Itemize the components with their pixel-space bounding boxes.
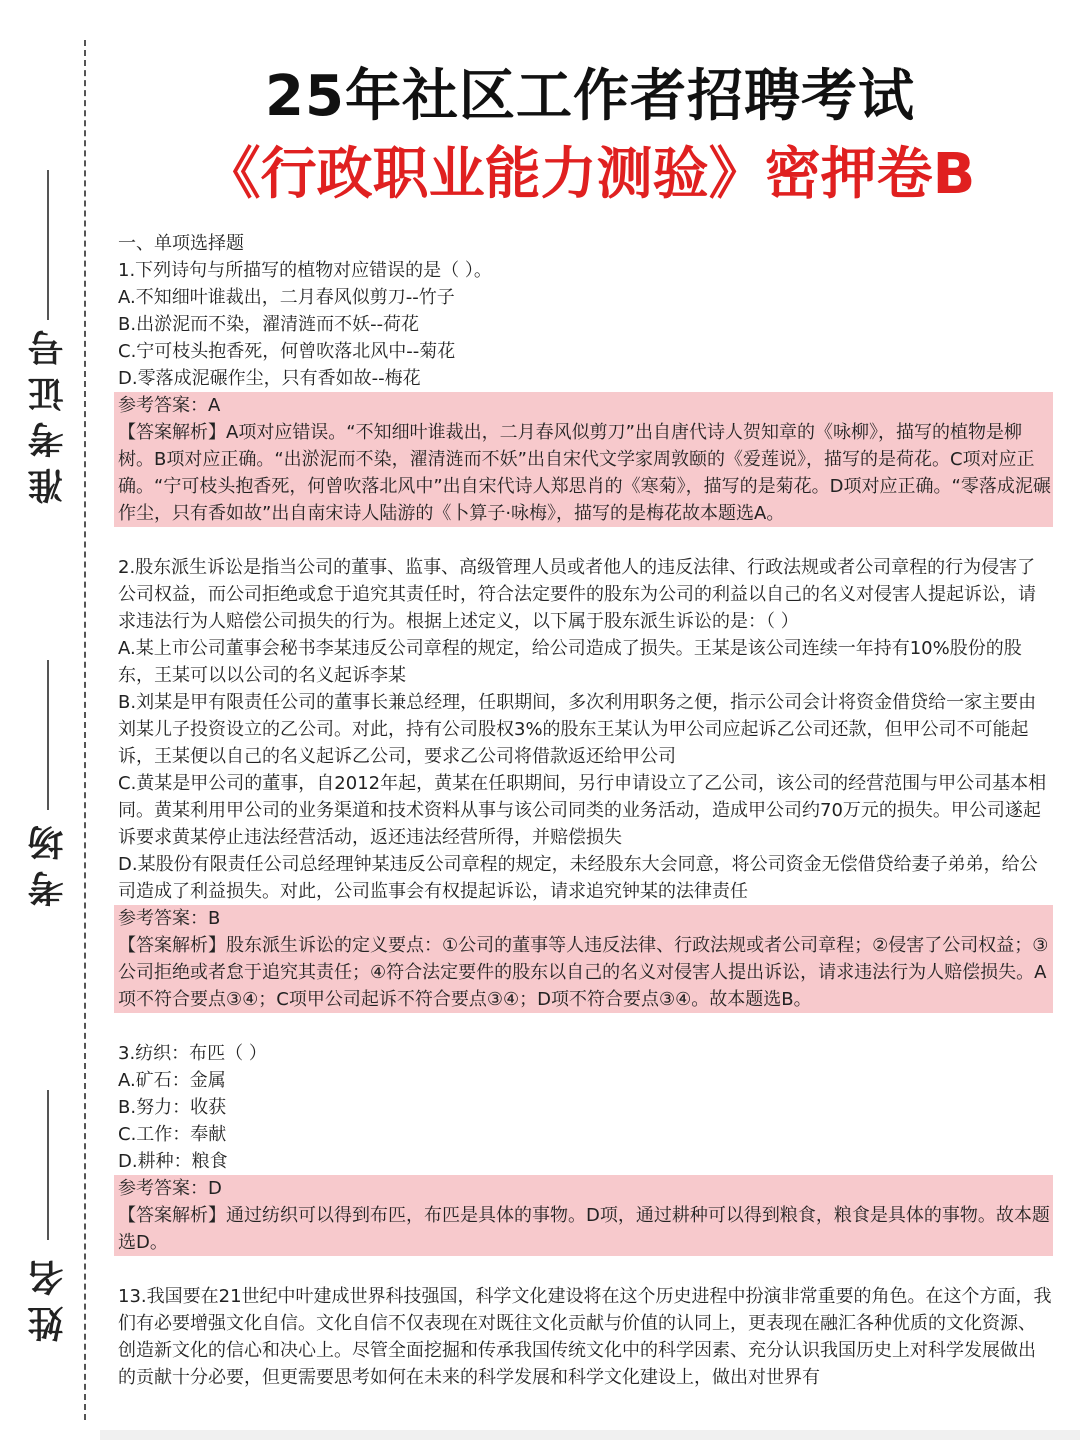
binding-margin [0, 0, 100, 1440]
option-d: D.耕种：粮食 [118, 1151, 228, 1172]
section-title: 一、单项选择题 [118, 233, 244, 254]
cut-line [84, 40, 86, 1420]
answer-key: 参考答案：D [118, 1178, 222, 1199]
option-b: B.努力：收获 [118, 1097, 227, 1118]
question-block [118, 257, 1053, 527]
option-a: A.矿石：金属 [118, 1070, 226, 1091]
answer-box [114, 1175, 1053, 1256]
option-d: D.某股份有限责任公司总经理钟某违反公司章程的规定，未经股东大会同意，将公司资金无偿借贷给妻子弟弟，给公司造成了利益损失。对此，公司监事会有权提起诉讼，请求追究钟某的法律责任 [118, 854, 1038, 902]
question-block [118, 1040, 1053, 1256]
answer-box [114, 905, 1053, 1013]
question-stem: 3.纺织：布匹（ ） [118, 1043, 267, 1064]
name-line [47, 1090, 49, 1240]
answer-analysis: 【答案解析】股东派生诉讼的定义要点：①公司的董事等人违反法律、行政法规或者公司章程；②侵害了公司权益；③公司拒绝或者怠于追究其责任；④符合法定要件的股东以自己的名义对侵害人提出诉讼，请求违法行为人赔偿损失。A项不符合要点③④；C项甲公司起诉不符合要点③④；D项不符合要点③④。故本题选B。 [118, 935, 1049, 1010]
answer-analysis: 【答案解析】通过纺织可以得到布匹，布匹是具体的事物。D项，通过耕种可以得到粮食，粮食是具体的事物。故本题选D。 [118, 1205, 1050, 1253]
question-block [118, 1283, 1053, 1391]
answer-analysis: 【答案解析】A项对应错误。“不知细叶谁裁出，二月春风似剪刀”出自唐代诗人贺知章的《咏柳》，描写的植物是柳树。B项对应正确。“出淤泥而不染，濯清涟而不妖”出自宋代文学家周敦颐的《爱莲说》，描写的是荷花。C项对应正确。“宁可枝头抱香死，何曾吹落北风中”出自宋代诗人郑思肖的《寒菊》，描写的是菊花。D项对应正确。“零落成泥碾作尘，只有香如故”出自南宋诗人陆游的《卜算子·咏梅》，描写的是梅花故本题选A。 [118, 422, 1051, 524]
question-stem: 2.股东派生诉讼是指当公司的董事、监事、高级管理人员或者他人的违反法律、行政法规或者公司章程的行为侵害了公司权益，而公司拒绝或怠于追究其责任时，符合法定要件的股东为公司的利益以自己的名义对侵害人提起诉讼，请求违法行为人赔偿公司损失的行为。根据上述定义，以下属于股东派生诉讼的是：（ ） [118, 557, 1036, 632]
option-c: C.宁可枝头抱香死，何曾吹落北风中--菊花 [118, 341, 456, 362]
name-label: 姓名 [27, 1250, 69, 1342]
page-title: 25年社区工作者招聘考试 [265, 64, 915, 129]
page-subtitle: 《行政职业能力测验》密押卷B [204, 142, 976, 207]
option-a: A.某上市公司董事会秘书李某违反公司章程的规定，给公司造成了损失。王某是该公司连续一年持有10%股份的股东，王某可以以公司的名义起诉李某 [118, 638, 1022, 686]
question-block [118, 554, 1053, 1013]
question-stem: 13.我国要在21世纪中叶建成世界科技强国，科学文化建设将在这个历史进程中扮演非常重要的角色。在这个方面，我们有必要增强文化自信。文化自信不仅表现在对既往文化贡献与价值的认同上，更表现在融汇各种优质的文化资源、创造新文化的信心和决心上。尽管全面挖掘和传承我国传统文化中的科学因素、充分认识我国历史上对科学发展做出的贡献十分必要，但更需要思考如何在未来的科学发展和科学文化建设上，做出对世界有 [118, 1286, 1052, 1388]
option-c: C.工作：奉献 [118, 1124, 227, 1145]
option-d: D.零落成泥碾作尘，只有香如故--梅花 [118, 368, 421, 389]
question-content [118, 230, 1053, 1391]
venue-line [47, 660, 49, 810]
option-c: C.黄某是甲公司的董事，自2012年起，黄某在任职期间，另行申请设立了乙公司，该公司的经营范围与甲公司基本相同。黄某利用甲公司的业务渠道和技术资料从事与该公司同类的业务活动，造成甲公司约70万元的损失。甲公司遂起诉要求黄某停止违法经营活动，返还违法经营所得，并赔偿损失 [118, 773, 1047, 848]
option-b: B.刘某是甲有限责任公司的董事长兼总经理，任职期间，多次利用职务之便，指示公司会计将资金借贷给一家主要由刘某儿子投资设立的乙公司。对此，持有公司股权3%的股东王某认为甲公司应起诉乙公司还款，但甲公司不可能起诉，王某便以自己的名义起诉乙公司，要求乙公司将借款返还给甲公司 [118, 692, 1037, 767]
venue-label: 考场 [27, 815, 69, 907]
answer-key: 参考答案：B [118, 908, 221, 929]
question-stem: 1.下列诗句与所描写的植物对应错误的是（ ）。 [118, 260, 492, 281]
option-b: B.出淤泥而不染，濯清涟而不妖--荷花 [118, 314, 420, 335]
page-bottom-edge [100, 1430, 1080, 1440]
option-a: A.不知细叶谁裁出，二月春风似剪刀--竹子 [118, 287, 455, 308]
answer-key: 参考答案：A [118, 395, 221, 416]
exam-id-line [47, 170, 49, 320]
exam-id-label: 准考证号 [27, 320, 69, 504]
answer-box [114, 392, 1053, 527]
